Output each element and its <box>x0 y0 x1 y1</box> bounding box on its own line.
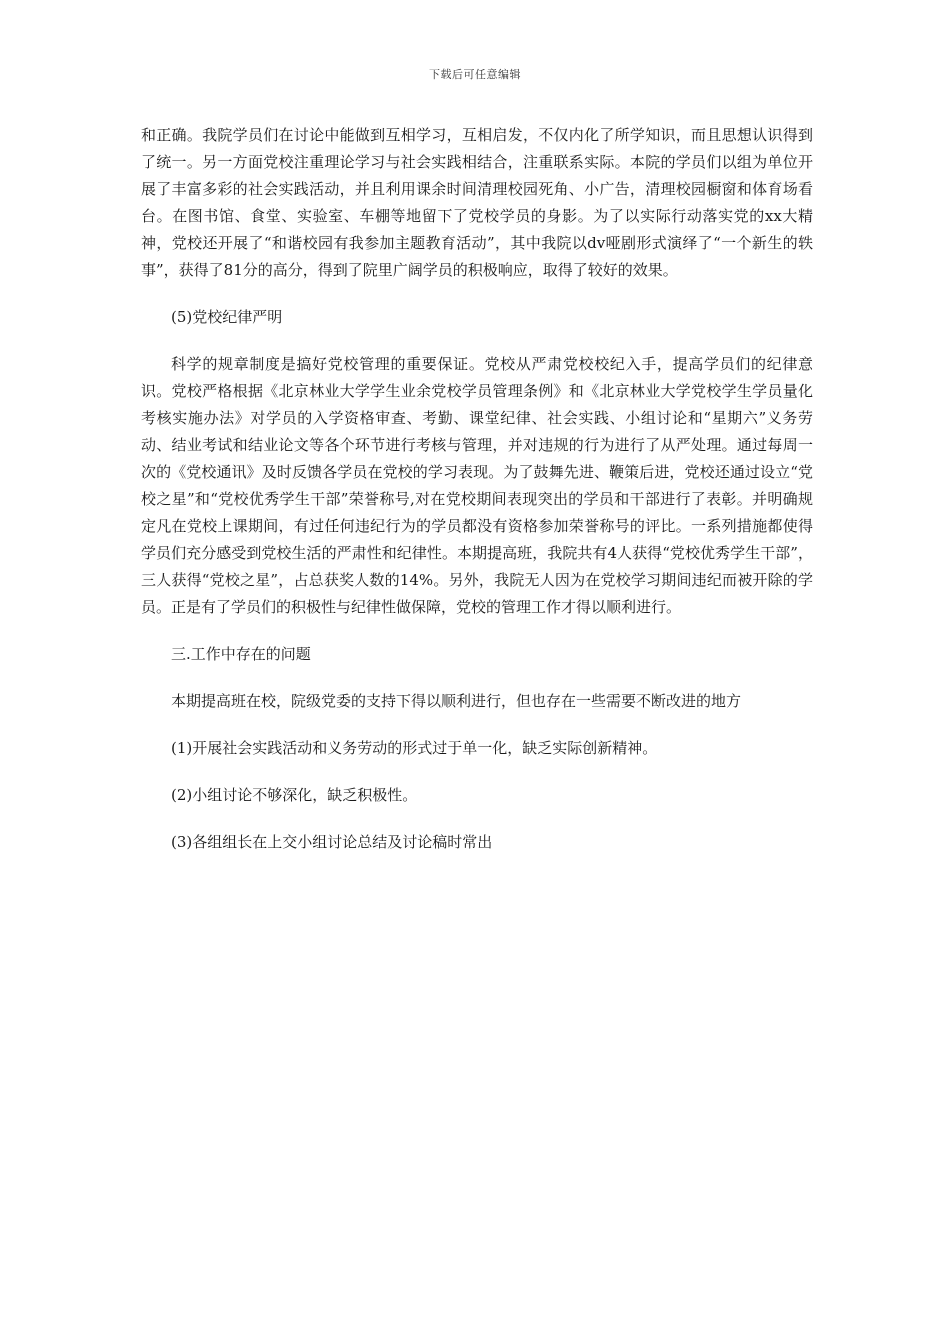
section-heading-discipline: (5)党校纪律严明 <box>171 308 283 326</box>
problem-item-3: (3)各组组长在上交小组讨论总结及讨论稿时常出 <box>171 833 493 851</box>
problem-item-2: (2)小组讨论不够深化，缺乏积极性。 <box>171 786 418 804</box>
document-body <box>141 122 813 856</box>
section-heading-problems: 三.工作中存在的问题 <box>171 645 311 663</box>
body-paragraph-continuation: 和正确。我院学员们在讨论中能做到互相学习，互相启发，不仅内化了所学知识，而且思想认识得到了统一。另一方面党校注重理论学习与社会实践相结合，注重联系实际。本院的学员们以组为单位开展了丰富多彩的社会实践活动，并且利用课余时间清理校园死角、小广告，清理校园橱窗和体育场看台。在图书馆、食堂、实验室、车棚等地留下了党校学员的身影。为了以实际行动落实党的xx大精神，党校还开展了“和谐校园有我参加主题教育活动”，其中我院以dv哑剧形式演绎了“一个新生的轶事”，获得了81分的高分，得到了院里广阔学员的积极响应，取得了较好的效果。 <box>141 126 813 279</box>
problems-intro: 本期提高班在校，院级党委的支持下得以顺利进行，但也存在一些需要不断改进的地方 <box>171 692 742 710</box>
problem-item-1: (1)开展社会实践活动和义务劳动的形式过于单一化，缺乏实际创新精神。 <box>171 739 658 757</box>
page-header: 下载后可任意编辑 <box>429 68 521 81</box>
body-paragraph-discipline: 科学的规章制度是搞好党校管理的重要保证。党校从严肃党校校纪入手，提高学员们的纪律意识。党校严格根据《北京林业大学学生业余党校学员管理条例》和《北京林业大学党校学生学员量化考核实施办法》对学员的入学资格审查、考勤、课堂纪律、社会实践、小组讨论和“星期六”义务劳动、结业考试和结业论文等各个环节进行考核与管理，并对违规的行为进行了从严处理。通过每周一次的《党校通讯》及时反馈各学员在党校的学习表现。为了鼓舞先进、鞭策后进，党校还通过设立“党校之星”和“党校优秀学生干部”荣誉称号,对在党校期间表现突出的学员和干部进行了表彰。并明确规定凡在党校上课期间，有过任何违纪行为的学员都没有资格参加荣誉称号的评比。一系列措施都使得学员们充分感受到党校生活的严肃性和纪律性。本期提高班，我院共有4人获得“党校优秀学生干部”，三人获得“党校之星”，占总获奖人数的14%。另外，我院无人因为在党校学习期间违纪而被开除的学员。正是有了学员们的积极性与纪律性做保障，党校的管理工作才得以顺利进行。 <box>141 355 813 616</box>
